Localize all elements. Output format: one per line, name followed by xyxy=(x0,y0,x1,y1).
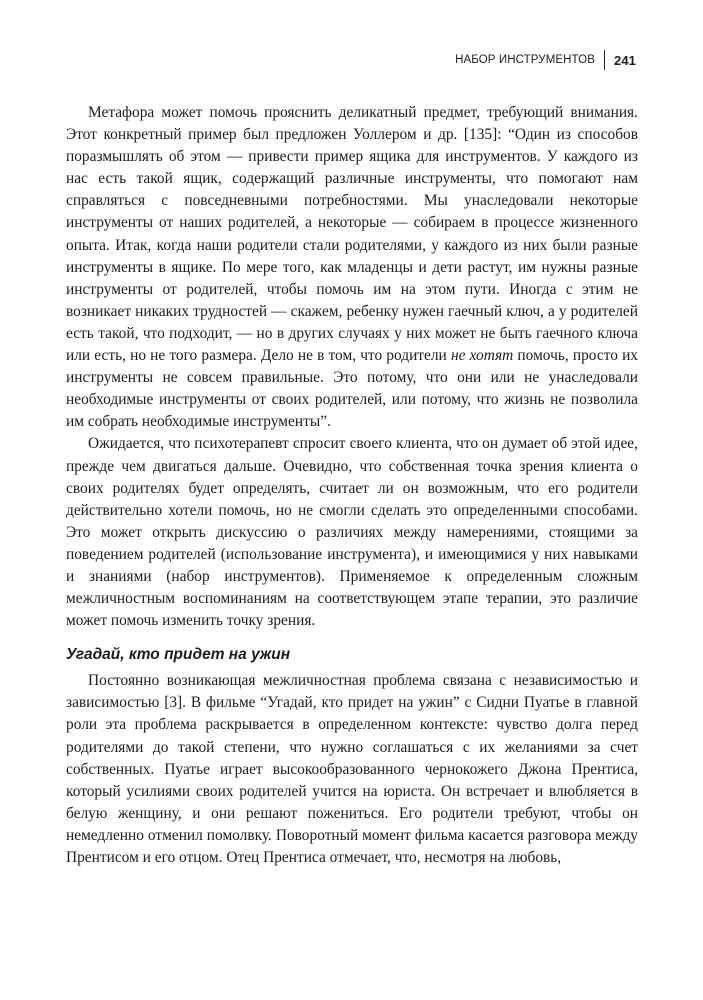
running-header-title: НАБОР ИНСТРУМЕНТОВ xyxy=(455,54,595,66)
paragraph-film-example: Постоянно возникающая межличностная проблема связана с независимостью и зависимостью [3]. В фильме “Угадай, кто придет на ужин” с Сидни Пуатье в главной роли эта проблема раскрывается в определенном контексте: чувство долга перед родителями до такой степени, что нужно соглашаться с их желаниями за счет собственных. Пуатье играет высокообразованного чернокожего Джона Прентиса, который усилиями своих родителей учится на юриста. Он встречает и влюбляется в белую женщину, и они решают пожениться. Его родители требуют, чтобы он немедленно отменил помолвку. Поворотный момент фильма касается разговора между Прентисом и его отцом. Отец Прентиса отмечает, что, несмотря на любовь, xyxy=(66,672,638,866)
paragraph-text: Метафора может помочь прояснить деликатный предмет, требующий внимания. Этот конкретный пример был предложен Уоллером и др. [135]: “Один из способов поразмышлять об этом — привести пример ящика для инструментов. У каждого из нас есть такой ящик, содержащий различные инструменты, что помогают нам справляться с повседневными потребностями. Мы унаследовали некоторые инструменты от наших родителей, а некоторые — собираем в процессе жизненного опыта. Итак, когда наши родители стали родителями, у каждого из них были разные инструменты в ящике. По мере того, как младенцы и дети растут, им нужны разные инструменты от родителей, чтобы помочь им на этом пути. Иногда с этим не возникает никаких трудностей — скажем, ребенку нужен гаечный ключ, а у родителей есть такой, что подходит, — но в других случаях у них может не быть гаечного ключа или есть, но не того размера. Дело не в том, что родители xyxy=(66,104,638,365)
paragraph-therapist-question: Ожидается, что психотерапевт спросит своего клиента, что он думает об этой идее, прежде чем двигаться дальше. Очевидно, что собственная точка зрения клиента о своих родителях будет определять, считает ли он возможным, что его родители действительно хотели помочь, но не смогли сделать это определенными способами. Это может открыть дискуссию о различиях между намерениями, стоящими за поведением родителей (использование инструмента), и имеющимися у них навыками и знаниями (набор инструментов). Применяемое к определенным сложным межличностным воспоминаниям на соответствующем этапе терапии, это различие может помочь изменить точку зрения. xyxy=(66,435,638,630)
running-header xyxy=(455,50,636,70)
page-number: 241 xyxy=(614,52,636,68)
emphasis-text: не хотят xyxy=(450,347,514,365)
section-subheading: Угадай, кто придет на ужин xyxy=(66,646,291,664)
paragraph-text: помочь, просто их инструменты не совсем правильные. Это потому, что они или не унаследовали необходимые инструменты от своих родителей, или потому, что жизнь не позволила им собрать необходимые инструменты”. xyxy=(66,347,638,431)
main-text xyxy=(66,102,638,869)
paragraph-toolbox-metaphor xyxy=(66,102,638,433)
header-divider xyxy=(604,50,605,70)
